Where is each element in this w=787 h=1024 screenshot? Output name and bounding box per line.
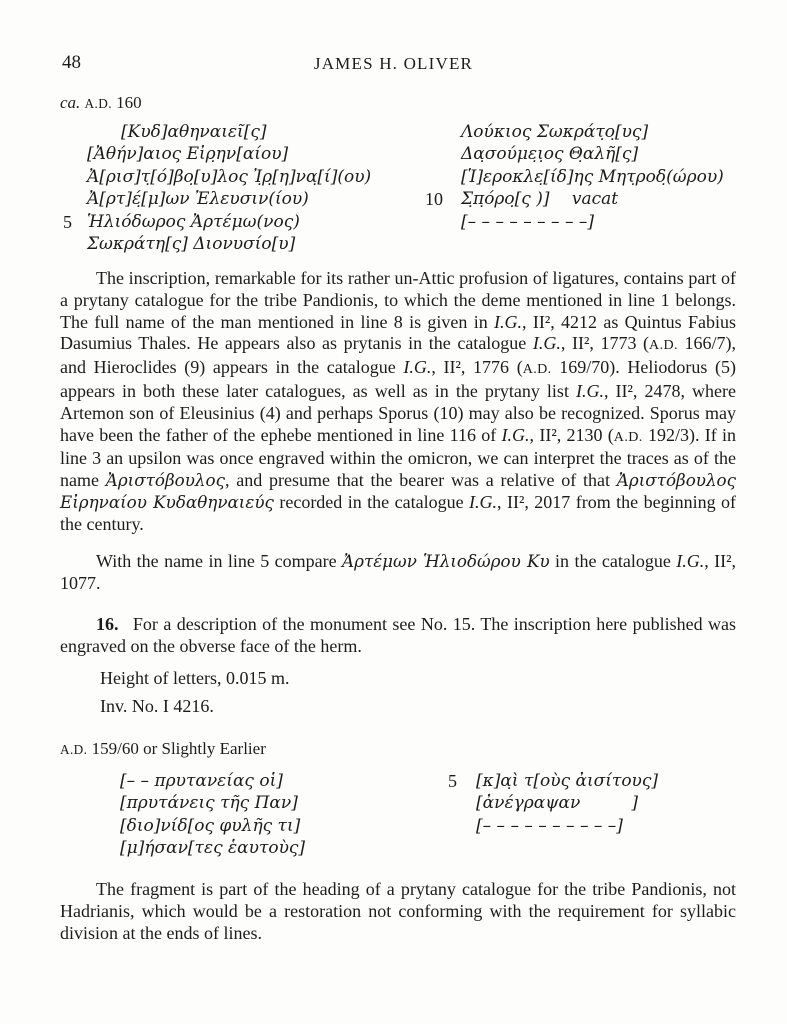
inscription-greek-text: [μ]ήσαν[τες ἑαυτοὺς]	[120, 838, 306, 859]
text-segment: A.D.	[613, 428, 643, 445]
inscription-greek-text: Σ̣π̣όρο̣[ς )] vacat	[461, 189, 619, 210]
text-segment: ca.	[60, 93, 85, 112]
inscription2-date-heading	[60, 739, 266, 759]
inscription-line	[63, 211, 425, 233]
inscription-greek-text: [Κυδ]αθηναιεῖ[ς]	[121, 122, 267, 142]
inscription-line	[448, 815, 658, 837]
inscription-line	[96, 792, 448, 814]
inscription-line-number	[63, 143, 87, 165]
inscription-line	[425, 166, 724, 188]
text-segment: 166/7), and Hieroclides (9) appears in the catalogue	[60, 333, 737, 378]
paragraph-inscription-discussion	[60, 268, 736, 536]
inscription-line	[425, 188, 724, 210]
inscription-line	[96, 770, 448, 792]
text-segment: 192/3). If in line 3 an upsilon was once engraved within the omicron, we can interpret the traces as of the name	[60, 424, 736, 491]
text-segment: With the name in line 5 compare	[96, 551, 343, 571]
inscription-line	[96, 837, 448, 859]
text-segment: Ἀρτέμων Ἡλιοδώρου Κυ	[342, 551, 550, 571]
inscription-line-number: 5	[448, 771, 457, 791]
inscription-line-number	[425, 166, 461, 188]
inscription-line-number: 5	[63, 211, 72, 232]
inscription-line	[63, 143, 425, 165]
text-segment: I.G.	[532, 333, 561, 354]
text-segment: in the catalogue	[549, 551, 677, 571]
inscription-greek-text: [ἀνέγραψαν ]	[476, 793, 638, 814]
inscription-greek-text: Δα̣σούμε̣ι̣ος Θ̣αλῆ[ς]	[461, 144, 639, 165]
text-segment: 16.	[96, 614, 119, 634]
paragraph-name-comparison	[60, 551, 736, 595]
text-segment: A.D.	[60, 742, 88, 757]
inscription1-left-column	[63, 121, 425, 255]
text-segment: A.D.	[649, 337, 678, 354]
inscription-greek-text: Σωκράτη[ς] Διονυσίο[υ]	[87, 234, 296, 255]
page-number: 48	[62, 52, 81, 73]
text-segment: I.G.	[676, 551, 705, 571]
text-segment: , II², 1773 (	[560, 333, 650, 354]
text-segment: , and presume that the bearer was a relative of that	[224, 470, 617, 491]
inscription-greek-text: [– – – – – – – – – –]	[476, 815, 623, 836]
inscription1-date-heading	[60, 93, 142, 113]
text-segment: , II², 2130 (	[529, 424, 614, 445]
inscription-line	[425, 121, 724, 143]
inscription-greek-text: Ἀ[ρτ]έ̣[μ]ων Ἐλευσιν(ίου)	[87, 189, 309, 210]
inscription-line	[96, 815, 448, 837]
inscription-greek-text: [– – πρυτανείας οἱ]	[120, 771, 283, 791]
text-segment: Ἀριστόβουλος Εἰρηναίου Κυδαθηναιεύς	[60, 470, 736, 512]
inscription-line-number	[448, 792, 476, 814]
inscription1-block	[63, 121, 763, 255]
inscription-line	[63, 233, 425, 255]
inscription-line-number	[96, 837, 120, 859]
inscription-greek-text: [κ]α̣ὶ τ[οὺς ἀισίτους]	[476, 771, 659, 791]
text-segment: I.G.	[576, 380, 604, 401]
text-segment: , II², 2478, where Artemon son of Eleusinius (4) and perhaps Sporus (10) may also be recognized. Sporus may have been the father of the ephebe mentioned in line 116 of	[60, 380, 737, 445]
text-segment: A.D.	[84, 96, 112, 111]
inscription-line-number	[425, 143, 461, 165]
inscription-line	[63, 188, 425, 210]
text-segment: , II², 1776 (	[431, 357, 523, 378]
text-segment: , II², 4212 as Quintus Fabius Dasumius Thales. He appears also as prytanis in the catalogue	[60, 311, 737, 354]
inscription-greek-text: [– – – – – – – – –]	[461, 211, 594, 232]
inscription-greek-text: [Ἀθήν]αιος Εἰρ̣η̣ν[αίου]	[87, 144, 289, 165]
text-segment: I.G.	[469, 491, 498, 512]
inscription-line-number	[425, 121, 461, 143]
inscription-line	[63, 166, 425, 188]
inscription2-block	[96, 770, 756, 860]
inscription-line-number	[96, 792, 120, 814]
text-segment: 160	[111, 93, 142, 112]
inscription-greek-text: Ἡλιόδωρος Ἀρτέμω(νος)	[87, 211, 300, 232]
inscription-line-number	[96, 815, 120, 837]
inventory-number-line: Inv. No. I 4216.	[100, 696, 214, 716]
text-segment: I.G.	[501, 424, 530, 445]
inscription-line-number	[448, 815, 476, 837]
text-segment: 169/70). Heliodorus (5) appears in both these later catalogues, as well as in the prytany list	[60, 357, 736, 401]
running-header: JAMES H. OLIVER	[313, 54, 474, 73]
text-segment: I.G.	[403, 357, 432, 378]
inscription-greek-text: Ἀ[ρισ]τ̣[ό]βο̣[υ]λος Ἰ̣ρ̣[η]να̣[ί](ου)	[87, 166, 372, 187]
inscription-line	[425, 143, 724, 165]
text-segment: 159/60 or Slightly Earlier	[87, 739, 266, 758]
text-segment: The fragment is part of the heading of a prytany catalogue for the tribe Pandionis, not Hadrianis, which would be a restoration not conforming with the requirement for syllabic division at the ends of lines.	[60, 879, 736, 943]
inscription-greek-text: [πρυτάνεις τῆς Παν]	[120, 793, 298, 814]
inscription-greek-text: [Ἱ]εροκλε̣[ίδ]η̣ς Μητ̣ροδ̣(ώρου)	[461, 166, 724, 187]
text-segment: I.G.	[494, 311, 523, 332]
text-segment: recorded in the catalogue	[273, 491, 470, 512]
inscription-line	[425, 211, 724, 233]
text-segment: Ἀριστόβουλος	[105, 470, 225, 491]
text-segment: The inscription, remarkable for its rather un-Attic profusion of ligatures, contains part of a prytany catalogue for the tribe Pandionis, to which the deme mentioned in line 1 belongs. The full name of the man mentioned in line 8 is given in	[60, 268, 736, 332]
inscription-line-number	[63, 121, 87, 143]
paragraph-entry-16-intro	[60, 614, 736, 658]
inscription-line-number	[425, 211, 461, 233]
inscription-line-number	[96, 770, 120, 792]
inscription2-right-column	[448, 770, 658, 860]
paragraph-fragment-discussion	[60, 879, 736, 944]
inscription-line-number: 10	[425, 189, 443, 210]
inscription1-right-column	[425, 121, 724, 255]
inscription-line-number	[63, 166, 87, 188]
inscription-greek-text: Λούκιος Σωκράτ̣ο̣[υς]	[461, 122, 649, 142]
inscription-line	[63, 121, 425, 143]
text-segment: , II², 2017 from the beginning of the century.	[60, 491, 736, 534]
text-segment: , II², 1077.	[60, 551, 737, 593]
inscription-line	[448, 792, 658, 814]
inscription-line-number	[63, 233, 87, 255]
inscription-greek-text: [διο]νίδ[ος φυλῆς τι]	[120, 815, 301, 836]
text-segment: A.D.	[522, 361, 552, 378]
inscription-line-number	[63, 188, 87, 210]
inscription2-left-column	[96, 770, 448, 860]
text-segment: For a description of the monument see No. 15. The inscription here published was engraved on the obverse face of the herm.	[60, 614, 736, 656]
height-of-letters-line: Height of letters, 0.015 m.	[100, 668, 290, 688]
inscription-line	[448, 770, 658, 792]
